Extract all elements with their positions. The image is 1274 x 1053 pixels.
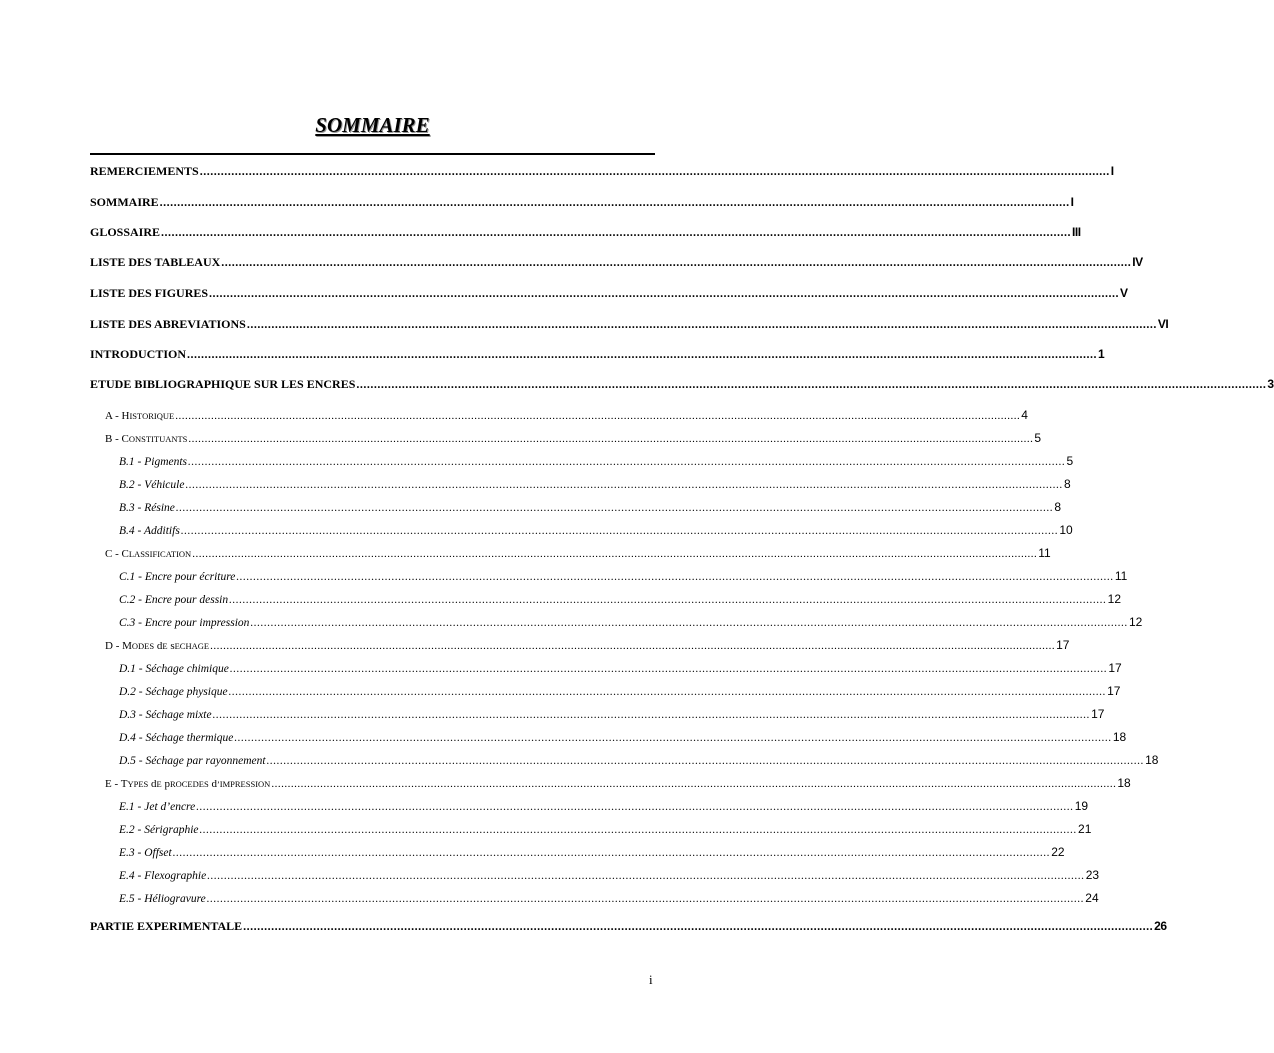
toc-entry[interactable] <box>119 822 1092 836</box>
toc-leader-dots: .................................................................................................................................................................................................................................................................... <box>175 502 1054 514</box>
toc-entry-label: A - HISTORIQUE <box>105 410 175 422</box>
toc-leader-dots: .................................................................................................................................................................................................................................................................... <box>209 286 1120 300</box>
toc-leader-dots: .................................................................................................................................................................................................................................................................... <box>236 571 1114 583</box>
toc-entry-page: 12 <box>1128 615 1143 629</box>
toc-entry[interactable] <box>90 164 1114 179</box>
toc-leader-dots: .................................................................................................................................................................................................................................................................... <box>229 594 1107 606</box>
toc-entry[interactable] <box>119 730 1127 744</box>
toc-leader-dots: .................................................................................................................................................................................................................................................................... <box>188 433 1034 445</box>
toc-leader-dots: .................................................................................................................................................................................................................................................................... <box>243 919 1154 933</box>
toc-entry-page: 22 <box>1051 845 1065 859</box>
toc-entry-page: 23 <box>1085 868 1100 882</box>
toc-leader-dots: .................................................................................................................................................................................................................................................................... <box>188 456 1066 468</box>
toc-leader-dots: .................................................................................................................................................................................................................................................................... <box>221 255 1132 269</box>
toc-entry-page: 11 <box>1038 546 1051 560</box>
toc-entry-page: 12 <box>1107 592 1121 606</box>
toc-entry-page: 8 <box>1063 477 1071 491</box>
toc-entry[interactable] <box>90 225 1081 240</box>
toc-entry-label: D.3 - Séchage mixte <box>119 709 212 721</box>
toc-entry-page: 1 <box>1098 347 1105 361</box>
toc-leader-dots: .................................................................................................................................................................................................................................................................... <box>161 225 1072 239</box>
toc-entry-page: 11 <box>1114 569 1128 583</box>
toc-leader-dots: .................................................................................................................................................................................................................................................................... <box>250 617 1128 629</box>
toc-entry[interactable] <box>90 286 1128 301</box>
toc-entry-page: I <box>1070 195 1074 209</box>
toc-entry-label: E.1 - Jet d’encre <box>119 801 196 813</box>
toc-entry[interactable] <box>105 431 1042 445</box>
toc-leader-dots: .................................................................................................................................................................................................................................................................... <box>199 824 1078 836</box>
toc-entry-label: C.1 - Encre pour écriture <box>119 571 236 583</box>
toc-leader-dots: .................................................................................................................................................................................................................................................................... <box>199 164 1110 178</box>
toc-entry-label: E.5 - Héliogravure <box>119 893 206 905</box>
toc-leader-dots: .................................................................................................................................................................................................................................................................... <box>207 870 1085 882</box>
toc-entry[interactable] <box>119 477 1071 491</box>
toc-entry-label: E.3 - Offset <box>119 847 172 859</box>
toc-entry[interactable] <box>105 776 1131 790</box>
toc-entry-page: 5 <box>1034 431 1042 445</box>
toc-entry[interactable] <box>105 638 1070 652</box>
toc-leader-dots: .................................................................................................................................................................................................................................................................... <box>196 801 1074 813</box>
toc-entry[interactable] <box>119 868 1100 882</box>
toc-leader-dots: .................................................................................................................................................................................................................................................................... <box>356 377 1267 391</box>
toc-entry-label: D.5 - Séchage par rayonnement <box>119 755 266 767</box>
toc-entry-label: E - TYPES dE pROCEDES d’IMPRESSION <box>105 778 271 790</box>
toc-entry-page: 17 <box>1108 661 1122 675</box>
toc-leader-dots: .................................................................................................................................................................................................................................................................... <box>228 686 1107 698</box>
toc-entry[interactable] <box>119 799 1089 813</box>
toc-entry-label: B - CONSTITUANTS <box>105 433 188 445</box>
toc-entry-page: 24 <box>1085 891 1099 905</box>
toc-entry-label: C - CLASSIFICATION <box>105 548 192 560</box>
toc-entry[interactable] <box>105 408 1028 422</box>
toc-entry[interactable] <box>119 523 1073 537</box>
toc-entry-label: B.3 - Résine <box>119 502 175 514</box>
toc-entry[interactable] <box>119 845 1065 859</box>
toc-entry-label: ETUDE BIBLIOGRAPHIQUE SUR LES ENCRES <box>90 377 356 391</box>
toc-entry-page: 18 <box>1145 753 1159 767</box>
toc-leader-dots: .................................................................................................................................................................................................................................................................... <box>206 893 1085 905</box>
toc-entry-label: GLOSSAIRE <box>90 225 161 239</box>
toc-entry[interactable] <box>119 707 1105 721</box>
toc-entry[interactable] <box>119 592 1121 606</box>
toc-entry[interactable] <box>119 500 1062 514</box>
toc-entry[interactable] <box>119 891 1099 905</box>
toc-leader-dots: .................................................................................................................................................................................................................................................................... <box>271 778 1117 790</box>
toc-entry-page: I <box>1110 164 1114 178</box>
toc-entry-label: SOMMAIRE <box>90 195 159 209</box>
page-title: SOMMAIRE <box>315 113 430 137</box>
toc-entry-page: III <box>1072 225 1081 239</box>
toc-entry[interactable] <box>119 615 1143 629</box>
toc-entry[interactable] <box>90 377 1274 392</box>
toc-entry-page: 8 <box>1054 500 1062 514</box>
toc-leader-dots: .................................................................................................................................................................................................................................................................... <box>192 548 1038 560</box>
page-number: i <box>649 972 653 987</box>
title-divider <box>90 153 655 155</box>
toc-entry-label: LISTE DES FIGURES <box>90 286 209 300</box>
toc-entry[interactable] <box>119 684 1121 698</box>
toc-entry[interactable] <box>119 661 1122 675</box>
toc-entry-page: 3 <box>1267 377 1274 391</box>
toc-entry-label: REMERCIEMENTS <box>90 164 199 178</box>
toc-entry-label: D.4 - Séchage thermique <box>119 732 234 744</box>
toc-entry[interactable] <box>90 195 1074 210</box>
toc-entry-page: 18 <box>1117 776 1131 790</box>
toc-leader-dots: .................................................................................................................................................................................................................................................................... <box>185 479 1063 491</box>
toc-entry[interactable] <box>105 546 1051 560</box>
toc-entry-page: 19 <box>1074 799 1089 813</box>
toc-entry-label: D - MODES dE sECHAGE <box>105 640 210 652</box>
toc-entry[interactable] <box>90 919 1167 934</box>
toc-entry-label: C.2 - Encre pour dessin <box>119 594 229 606</box>
toc-entry-label: INTRODUCTION <box>90 347 187 361</box>
toc-entry-label: B.4 - Additifs <box>119 525 180 537</box>
toc-entry[interactable] <box>119 569 1128 583</box>
toc-entry-label: LISTE DES ABREVIATIONS <box>90 317 246 331</box>
toc-leader-dots: .................................................................................................................................................................................................................................................................... <box>159 195 1070 209</box>
toc-entry[interactable] <box>90 255 1143 270</box>
toc-entry-label: LISTE DES TABLEAUX <box>90 255 221 269</box>
toc-entry-page: 17 <box>1056 638 1070 652</box>
toc-leader-dots: .................................................................................................................................................................................................................................................................... <box>187 347 1098 361</box>
toc-entry-label: E.4 - Flexographie <box>119 870 207 882</box>
toc-leader-dots: .................................................................................................................................................................................................................................................................... <box>229 663 1108 675</box>
toc-entry-page: 18 <box>1112 730 1127 744</box>
toc-leader-dots: .................................................................................................................................................................................................................................................................... <box>172 847 1051 859</box>
toc-leader-dots: .................................................................................................................................................................................................................................................................... <box>234 732 1112 744</box>
toc-entry-label: D.1 - Séchage chimique <box>119 663 229 675</box>
toc-leader-dots: .................................................................................................................................................................................................................................................................... <box>266 755 1145 767</box>
toc-leader-dots: .................................................................................................................................................................................................................................................................... <box>180 525 1059 537</box>
toc-entry-page: IV <box>1132 255 1143 269</box>
toc-entry-page: VI <box>1157 317 1169 331</box>
toc-entry-label: B.2 - Véhicule <box>119 479 185 491</box>
toc-entry-page: 17 <box>1091 707 1105 721</box>
toc-entry-page: 21 <box>1078 822 1092 836</box>
toc-entry-label: E.2 - Sérigraphie <box>119 824 199 836</box>
toc-entry[interactable] <box>119 753 1159 767</box>
toc-entry-label: PARTIE EXPERIMENTALE <box>90 919 243 933</box>
toc-entry-page: 17 <box>1107 684 1121 698</box>
toc-leader-dots: .................................................................................................................................................................................................................................................................... <box>175 410 1021 422</box>
toc-leader-dots: .................................................................................................................................................................................................................................................................... <box>210 640 1056 652</box>
toc-entry[interactable] <box>90 317 1169 332</box>
toc-entry-page: 4 <box>1021 408 1028 422</box>
toc-entry-page: 10 <box>1059 523 1073 537</box>
toc-leader-dots: .................................................................................................................................................................................................................................................................... <box>246 317 1157 331</box>
toc-leader-dots: .................................................................................................................................................................................................................................................................... <box>212 709 1091 721</box>
toc-entry[interactable] <box>90 347 1105 362</box>
toc-entry-page: 5 <box>1066 454 1074 468</box>
toc-entry-label: C.3 - Encre pour impression <box>119 617 250 629</box>
toc-entry-page: 26 <box>1154 919 1167 933</box>
toc-entry-label: B.1 - Pigments <box>119 456 188 468</box>
toc-entry[interactable] <box>119 454 1074 468</box>
toc-entry-label: D.2 - Séchage physique <box>119 686 228 698</box>
toc-entry-page: V <box>1120 286 1128 300</box>
